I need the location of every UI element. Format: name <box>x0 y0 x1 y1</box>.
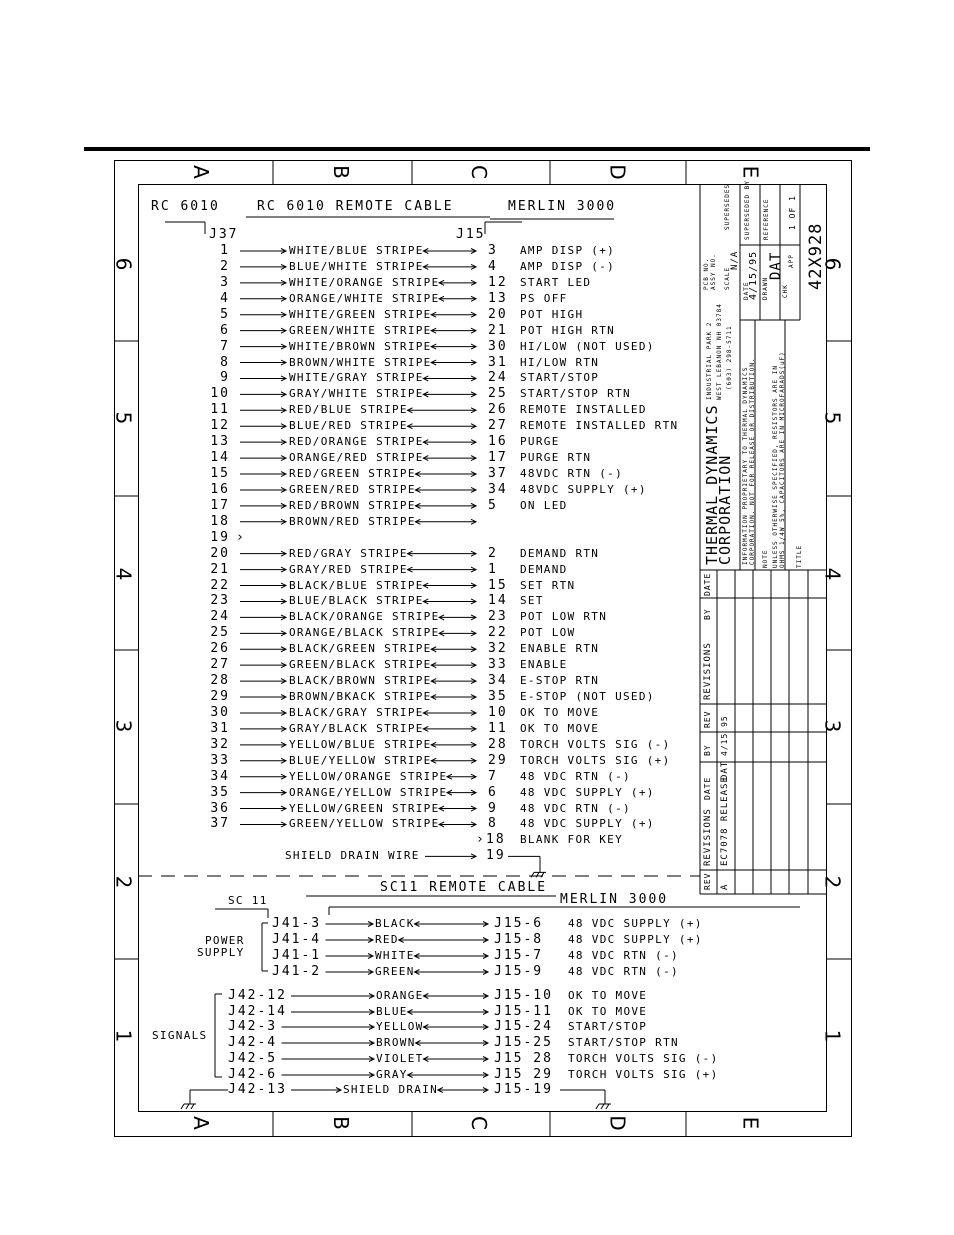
proprietary-notice: INFORMATION PROPRIETARY TO THERMAL DYNAMICS <box>742 366 749 565</box>
left-connector-label: RC 6010 <box>151 199 220 214</box>
by-header: BY <box>703 744 712 756</box>
app-label: APP <box>788 254 795 268</box>
wire-color: BLACK/GRAY STRIPE <box>289 705 424 719</box>
pin-function: 48 VDC RTN (-) <box>520 801 631 815</box>
pin-function: SET RTN <box>520 578 576 592</box>
pin-function: 48 VDC RTN (-) <box>520 769 631 783</box>
assy-no-label: ASSY NO. <box>710 253 717 290</box>
revision-date: 4/15 95 <box>720 715 729 756</box>
zone-number-right: 6 <box>820 257 845 271</box>
sc11-wire-color: GRAY <box>376 1068 408 1081</box>
pin-number: 35 <box>210 784 230 800</box>
sc11-wire-color: YELLOW <box>376 1020 424 1033</box>
j15-pin-number: 29 <box>488 752 508 768</box>
pin-function: START/STOP RTN <box>520 387 631 401</box>
superseded-by-label: SUPERSEDED BY <box>744 180 751 240</box>
wire-color: ORANGE/RED STRIPE <box>289 451 424 465</box>
pin-number: 7 <box>220 338 230 354</box>
pin-number: 34 <box>210 768 230 784</box>
pin-function: AMP DISP (-) <box>520 259 616 273</box>
zone-letter-bottom: B <box>328 1116 353 1130</box>
zone-letter-bottom: C <box>466 1116 491 1130</box>
pin-number: 10 <box>210 386 230 402</box>
sc11-pin-function: OK TO MOVE <box>568 989 648 1002</box>
zone-number-left: 3 <box>111 719 136 733</box>
pin-function: 48VDC RTN (-) <box>520 467 623 481</box>
j15-pin-number: 31 <box>488 354 508 370</box>
j15-pin-number: 27 <box>488 418 508 434</box>
pin-number: 27 <box>210 657 230 673</box>
j15-pin-number: 11 <box>488 720 508 736</box>
j15-pin-number: 28 <box>488 736 508 752</box>
j15-pin-number: 23 <box>488 609 508 625</box>
pin-function: START LED <box>520 275 592 289</box>
wire-color: BLACK/GREEN STRIPE <box>289 642 432 656</box>
pin-function: ENABLE RTN <box>520 642 600 656</box>
pin-number: 18 <box>210 513 230 529</box>
pin-number: 15 <box>210 466 230 482</box>
wire-color: RED/GRAY STRIPE <box>289 546 408 560</box>
sc11-pin-function: START/STOP <box>568 1020 648 1033</box>
zone-letter-bottom: E <box>738 1116 763 1130</box>
sc11-wire-color: RED <box>375 933 399 946</box>
pin-number: 33 <box>210 752 230 768</box>
sc11-merlin-label: MERLIN 3000 <box>560 892 669 907</box>
pin-number: 5 <box>220 306 230 322</box>
pin-function: PS OFF <box>520 291 568 305</box>
sc11-wire-color: VIOLET <box>376 1052 424 1065</box>
pin-number: 17 <box>210 497 230 513</box>
j15-pin-number: 17 <box>488 450 508 466</box>
j15-pin-number: 34 <box>488 673 508 689</box>
pin-number: 8 <box>220 354 230 370</box>
sc11-to-pin: J15-8 <box>494 932 544 947</box>
pin-function: DEMAND <box>520 562 568 576</box>
pin-function: E-STOP RTN <box>520 674 600 688</box>
sc11-from-pin: J41-4 <box>272 932 322 947</box>
zone-number-right: 5 <box>820 411 845 425</box>
pin-function: DEMAND RTN <box>520 546 600 560</box>
pin-number: 4 <box>220 290 230 306</box>
pin-number: 32 <box>210 736 230 752</box>
pin-number: 36 <box>210 800 230 816</box>
date-label: DATE <box>743 281 750 300</box>
zone-letter-bottom: A <box>188 1116 213 1130</box>
j15-pin-number: 34 <box>488 481 508 497</box>
company-address: WEST LEBANON NH 03784 <box>716 303 723 400</box>
wire-color: BROWN/RED STRIPE <box>289 514 416 528</box>
j15-pin-number: 8 <box>488 816 498 832</box>
sc11-wire-color: BROWN <box>376 1036 416 1049</box>
wire-color: BLACK/BROWN STRIPE <box>289 674 432 688</box>
pin-function: POT HIGH RTN <box>520 323 616 337</box>
wire-color: WHITE/GRAY STRIPE <box>289 371 424 385</box>
pin-number: 25 <box>210 625 230 641</box>
j15-pin-number: 3 <box>488 243 498 258</box>
pin-function: ON LED <box>520 498 568 512</box>
pin-function: POT HIGH <box>520 307 584 321</box>
ground-symbol <box>596 1098 611 1109</box>
j15-pin-number: 13 <box>488 290 508 306</box>
wire-color: RED/BLUE STRIPE <box>289 403 408 417</box>
zone-letter-top: A <box>188 165 213 179</box>
wire-color: BROWN/BKACK STRIPE <box>289 690 432 704</box>
pin-function: AMP DISP (+) <box>520 244 616 257</box>
pin-function: POT LOW <box>520 626 576 640</box>
j15-pin-number: 1 <box>488 561 498 577</box>
pin-function: START/STOP <box>520 371 600 385</box>
wire-color: BLACK/BLUE STRIPE <box>289 578 424 592</box>
zone-letter-top: D <box>605 164 630 180</box>
zone-number-right: 4 <box>820 567 845 581</box>
pin-number: 29 <box>210 689 230 705</box>
sc11-to-pin: J15 28 <box>494 1051 553 1066</box>
drawn-value: DAT <box>768 251 784 280</box>
pin-function: 48VDC SUPPLY (+) <box>520 482 647 496</box>
pin-function: PURGE <box>520 435 560 449</box>
j15-pin-number: 12 <box>488 274 508 290</box>
wire-color: RED/BROWN STRIPE <box>289 498 416 512</box>
sc11-wire-color: BLUE <box>376 1005 408 1018</box>
revision-by: DAT <box>720 760 730 780</box>
sc11-pin-function: OK TO MOVE <box>568 1005 648 1018</box>
sc11-to-pin: J15-19 <box>494 1082 553 1097</box>
zone-number-left: 4 <box>111 567 136 581</box>
wire-color: ORANGE/BLACK STRIPE <box>289 626 440 640</box>
sc11-pin-function: TORCH VOLTS SIG (+) <box>568 1068 719 1081</box>
drawing-number: 42X928 <box>806 222 826 290</box>
wire-color: YELLOW/ORANGE STRIPE <box>289 769 448 783</box>
wire-color: BLUE/BLACK STRIPE <box>289 594 424 608</box>
sc11-from-pin: J42-5 <box>228 1051 278 1066</box>
wire-color: GREEN/RED STRIPE <box>289 482 416 496</box>
pin-number: 20 <box>210 545 230 561</box>
date-value: 4/15/95 <box>748 250 759 300</box>
sc11-pin-function: 48 VDC SUPPLY (+) <box>568 917 703 930</box>
left-jack-label: J37 <box>209 227 239 242</box>
zone-number-left: 5 <box>111 411 136 425</box>
sc11-to-pin: J15-6 <box>494 916 544 931</box>
wire-color: WHITE/GREEN STRIPE <box>289 307 432 321</box>
sc11-to-pin: J15-25 <box>494 1035 553 1050</box>
wire-color: GRAY/BLACK STRIPE <box>289 721 424 735</box>
wire-color: BLUE/WHITE STRIPE <box>289 259 424 273</box>
pin-function: 48 VDC SUPPLY (+) <box>520 785 655 799</box>
pin-terminal-mark: › <box>236 529 246 545</box>
pin-function: HI/LOW RTN <box>520 355 600 369</box>
pin-number: 3 <box>220 274 230 290</box>
sc11-from-pin: J42-3 <box>228 1019 278 1034</box>
sc11-from-pin: J42-12 <box>228 988 287 1003</box>
j15-pin-number: 37 <box>488 466 508 482</box>
scale-label: SCALE <box>724 266 731 290</box>
cable-title: RC 6010 REMOTE CABLE <box>257 199 454 214</box>
pin-number: 30 <box>210 704 230 720</box>
supersedes-label: SUPERSEDES <box>724 183 731 230</box>
sc11-to-pin: J15-11 <box>494 1004 553 1019</box>
zone-letter-top: C <box>466 165 491 179</box>
wire-color: GREEN/BLACK STRIPE <box>289 658 432 672</box>
wire-color: BLUE/RED STRIPE <box>289 419 408 433</box>
revision-letter: A <box>720 883 730 890</box>
note-label: NOTE <box>762 549 769 568</box>
right-jack-label: J15 <box>456 227 486 242</box>
pin-function: POT LOW RTN <box>520 610 608 624</box>
j15-pin-number: 21 <box>488 322 508 338</box>
wire-color: GREEN/YELLOW STRIPE <box>289 817 440 831</box>
sc11-from-pin: J41-1 <box>272 948 322 963</box>
wire-color: YELLOW/GREEN STRIPE <box>289 801 440 815</box>
pin-number: 22 <box>210 577 230 593</box>
j15-pin-number: 32 <box>488 641 508 657</box>
power-supply-label: POWER <box>205 934 245 947</box>
wire-color: BLACK/ORANGE STRIPE <box>289 610 440 624</box>
pin-number: 19 <box>210 529 230 545</box>
j15-pin-number: 25 <box>488 386 508 402</box>
pin-function: SET <box>520 594 544 608</box>
wire-color: WHITE/BROWN STRIPE <box>289 339 432 353</box>
j15-pin-number: 16 <box>488 434 508 450</box>
j15-pin-number: 19 <box>486 848 506 864</box>
zone-letter-bottom: D <box>605 1115 630 1131</box>
pin-number: 2 <box>220 258 230 274</box>
pin-function: REMOTE INSTALLED <box>520 403 647 417</box>
sc11-pin-function: 48 VDC SUPPLY (+) <box>568 933 703 946</box>
wire-color: ORANGE/WHITE STRIPE <box>289 291 440 305</box>
ground-symbol <box>181 1098 196 1109</box>
j15-pin-number: 30 <box>488 338 508 354</box>
j15-pin-number: 15 <box>488 577 508 593</box>
sc11-pin-function: TORCH VOLTS SIG (-) <box>568 1052 719 1065</box>
zone-number-right: 1 <box>820 1029 845 1043</box>
sheet-number: 1 OF 1 <box>788 195 797 230</box>
pin-number: 21 <box>210 561 230 577</box>
sc11-to-pin: J15-10 <box>494 988 553 1003</box>
company-name: CORPORATION <box>716 454 734 565</box>
j15-pin-number: 24 <box>488 370 508 386</box>
j15-pin-number: 22 <box>488 625 508 641</box>
pin-number: 6 <box>220 322 230 338</box>
pin-number: 37 <box>210 816 230 832</box>
shield-drain-label: SHIELD DRAIN WIRE <box>285 849 420 863</box>
pin-function: PURGE RTN <box>520 451 592 465</box>
by-header: BY <box>703 608 712 620</box>
sc11-from-pin: J42-14 <box>228 1004 287 1019</box>
wire-color: RED/GREEN STRIPE <box>289 467 416 481</box>
sc11-pin-function: START/STOP RTN <box>568 1036 679 1049</box>
signals-label: SIGNALS <box>152 1029 208 1042</box>
pin-function: 48 VDC SUPPLY (+) <box>520 817 655 831</box>
chk-label: CHK <box>782 284 789 298</box>
pin-number: 1 <box>220 243 230 258</box>
pin-function: REMOTE INSTALLED RTN <box>520 419 679 433</box>
date-header: DATE <box>703 572 712 596</box>
j15-pin-number: 33 <box>488 657 508 673</box>
sc11-wire-color: SHIELD DRAIN <box>343 1083 439 1096</box>
j15-pin-number: 2 <box>488 545 498 561</box>
pin-function: HI/LOW (NOT USED) <box>520 339 655 353</box>
right-connector-label: MERLIN 3000 <box>508 199 617 214</box>
pin-number: 12 <box>210 418 230 434</box>
pin-number: 11 <box>210 402 230 418</box>
pcb-no-label: PCB NO. <box>703 257 710 290</box>
power-supply-label: SUPPLY <box>197 946 245 959</box>
j15-pin-number: 4 <box>488 258 498 274</box>
sc11-from-pin: J42-6 <box>228 1067 278 1082</box>
wire-color: GREEN/WHITE STRIPE <box>289 323 432 337</box>
sc11-wire-color: WHITE <box>375 949 415 962</box>
j15-pin-number: 35 <box>488 689 508 705</box>
wire-color: WHITE/ORANGE STRIPE <box>289 275 440 289</box>
scale-value: N/A <box>730 250 740 270</box>
sc11-to-pin: J15-24 <box>494 1019 553 1034</box>
sc11-pin-function: 48 VDC RTN (-) <box>568 949 679 962</box>
reference-label: REFERENCE <box>763 198 770 240</box>
sc11-pin-function: 48 VDC RTN (-) <box>568 965 679 978</box>
wire-color: YELLOW/BLUE STRIPE <box>289 737 432 751</box>
pin-function: E-STOP (NOT USED) <box>520 690 655 704</box>
zone-number-left: 2 <box>111 875 136 889</box>
sc11-wire-color: ORANGE <box>376 989 424 1002</box>
sc11-wire-color: GREEN <box>375 965 415 978</box>
j15-pin-number: 20 <box>488 306 508 322</box>
wire-color: GRAY/WHITE STRIPE <box>289 387 424 401</box>
pin-number: 26 <box>210 641 230 657</box>
j15-pin-number: 18 <box>486 832 506 848</box>
j15-pin-number: 10 <box>488 704 508 720</box>
zone-number-left: 6 <box>111 257 136 271</box>
pin-number: 28 <box>210 673 230 689</box>
sc11-to-pin: J15 29 <box>494 1067 553 1082</box>
zone-number-right: 3 <box>820 719 845 733</box>
sc11-to-pin: J15-9 <box>494 964 544 979</box>
sc11-to-pin: J15-7 <box>494 948 544 963</box>
sc11-from-pin: J42-4 <box>228 1035 278 1050</box>
sc11-wire-color: BLACK <box>375 917 415 930</box>
company-address: INDUSTRIAL PARK 2 <box>706 321 713 400</box>
zone-number-right: 2 <box>820 875 845 889</box>
pin-function: BLANK FOR KEY <box>520 833 623 847</box>
wire-color: BROWN/WHITE STRIPE <box>289 355 432 369</box>
wire-color: WHITE/BLUE STRIPE <box>289 244 424 257</box>
zone-letter-top: E <box>738 165 763 179</box>
pin-function: OK TO MOVE <box>520 721 600 735</box>
note-text: OHMS 1/4W 5%, CAPACITORS ARE IN MICROFARADS(uF) <box>779 351 786 568</box>
pin-number: 23 <box>210 593 230 609</box>
title-label: TITLE <box>796 544 803 568</box>
pin-number: 13 <box>210 434 230 450</box>
j15-pin-number: 7 <box>488 768 498 784</box>
wire-color: RED/ORANGE STRIPE <box>289 435 424 449</box>
j15-pin-number: 26 <box>488 402 508 418</box>
pin-function: ENABLE <box>520 658 568 672</box>
j15-pin-number: 9 <box>488 800 498 816</box>
zone-number-left: 1 <box>111 1029 136 1043</box>
sc11-cable-title: SC11 REMOTE CABLE <box>380 880 548 895</box>
date-header: DATE <box>703 776 712 800</box>
j15-pin-number: 14 <box>488 593 508 609</box>
pin-number: 14 <box>210 450 230 466</box>
zone-letter-top: B <box>328 165 353 179</box>
note-text: UNLESS OTHERWISE SPECIFIED, RESISTORS ARE IN <box>772 365 779 568</box>
revision-description: EC7078 RELEASE <box>720 776 730 866</box>
rev-header: REV <box>703 872 712 890</box>
pin-number: 9 <box>220 370 230 386</box>
pin-number: 31 <box>210 720 230 736</box>
pin-function: OK TO MOVE <box>520 705 600 719</box>
drawn-label: DRAWN <box>762 276 769 300</box>
wire-color: GRAY/RED STRIPE <box>289 562 408 576</box>
wire-color: ORANGE/YELLOW STRIPE <box>289 785 448 799</box>
j15-pin-number: 6 <box>488 784 498 800</box>
revisions-header: REVISIONS <box>703 642 713 700</box>
j15-pin-number: 5 <box>488 497 498 513</box>
revisions-header: REVISIONS <box>703 808 713 866</box>
company-address: (603) 298-5711 <box>726 325 733 390</box>
sc11-from-pin: J41-3 <box>272 916 322 931</box>
pin-number: 24 <box>210 609 230 625</box>
pin-number: 16 <box>210 481 230 497</box>
sc11-connector-label: SC 11 <box>228 894 268 907</box>
company-name: THERMAL DYNAMICS <box>703 404 721 565</box>
pin-function: TORCH VOLTS SIG (+) <box>520 753 671 767</box>
sc11-from-pin: J42-13 <box>228 1082 287 1097</box>
pin-function: TORCH VOLTS SIG (-) <box>520 737 671 751</box>
sc11-from-pin: J41-2 <box>272 964 322 979</box>
wire-color: BLUE/YELLOW STRIPE <box>289 753 432 767</box>
proprietary-notice: CORPORATION. NOT FOR RELEASE OR DISTRIBUTION. <box>749 357 756 565</box>
rev-header: REV <box>703 710 712 728</box>
pin-terminal-mark: › <box>476 832 486 848</box>
